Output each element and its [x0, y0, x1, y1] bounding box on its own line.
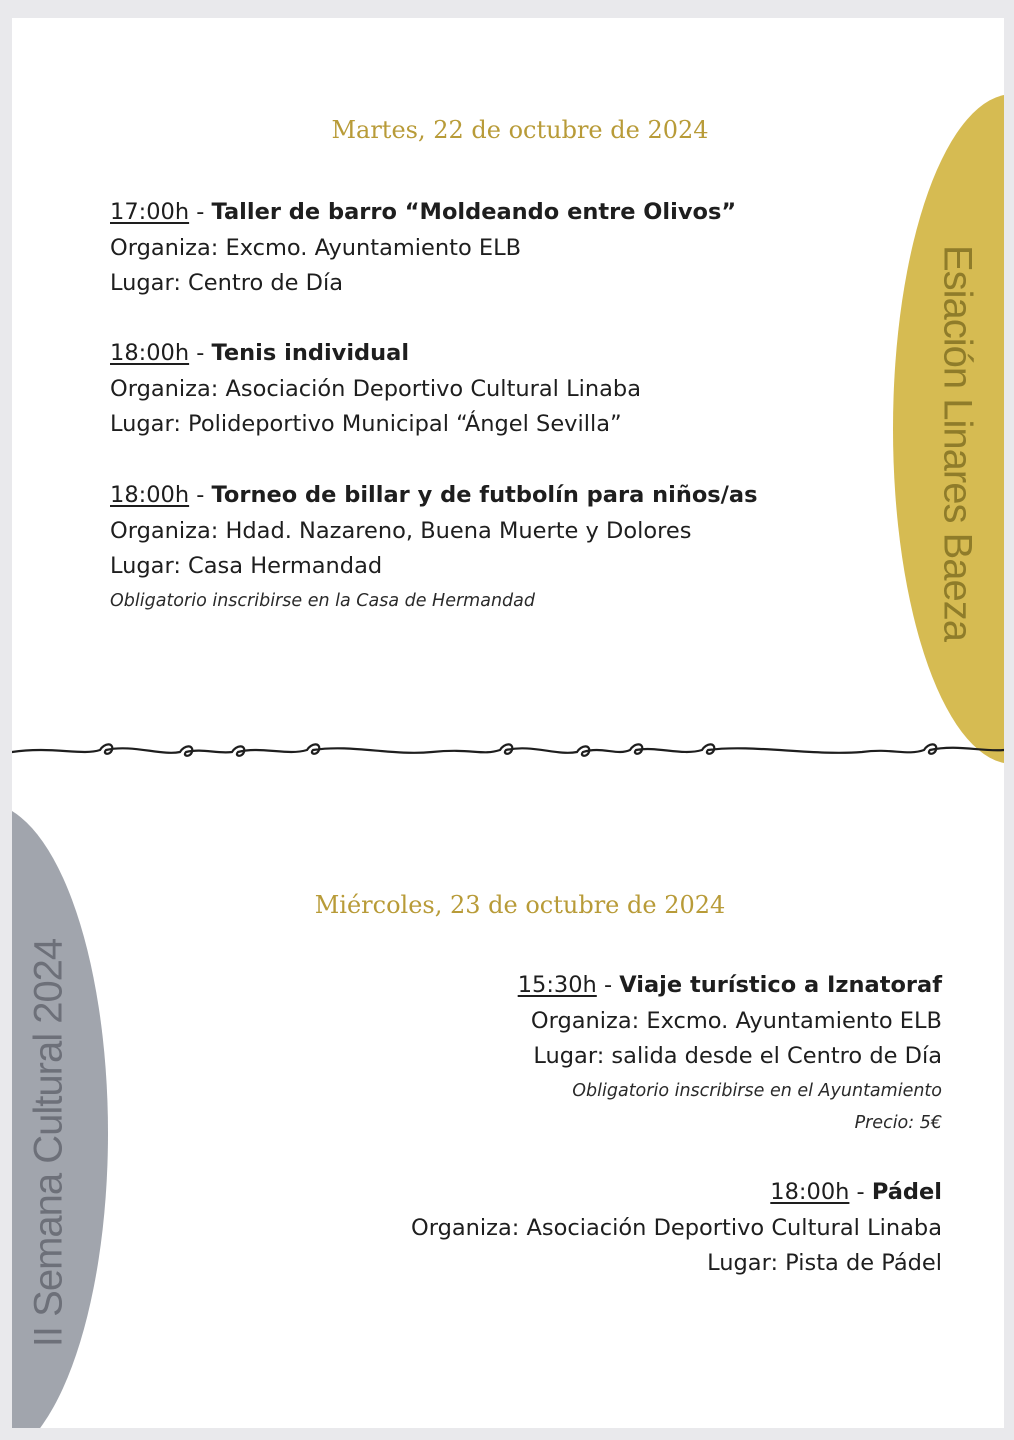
- event-headline: [110, 195, 736, 231]
- event-separator: -: [189, 482, 212, 508]
- squiggle-divider: [12, 728, 1004, 768]
- event-organizer: Organiza: Asociación Deportivo Cultural Linaba: [110, 375, 641, 402]
- event-separator: -: [596, 972, 620, 998]
- event-separator: -: [189, 199, 212, 225]
- event-title: Torneo de billar y de futbolín para niños/as: [211, 482, 758, 508]
- event-location: Lugar: salida desde el Centro de Día: [533, 1043, 942, 1069]
- event-note: Obligatorio inscribirse en la Casa de Hermandad: [110, 590, 535, 611]
- event-organizer: Organiza: Excmo. Ayuntamiento ELB: [530, 1007, 942, 1034]
- poster-page: [12, 18, 1004, 1428]
- event-time: 15:30h: [517, 972, 597, 998]
- event-organizer: Organiza: Asociación Deportivo Cultural Linaba: [411, 1214, 942, 1241]
- day2-event-1: [518, 968, 942, 1139]
- event-price: Precio: 5€: [854, 1112, 942, 1133]
- event-location: Lugar: Pista de Pádel: [707, 1250, 942, 1276]
- event-organizer: Organiza: Hdad. Nazareno, Buena Muerte y Dolores: [110, 517, 692, 544]
- event-time: 17:00h: [110, 199, 190, 225]
- event-time: 18:00h: [770, 1179, 850, 1205]
- event-separator: -: [849, 1179, 872, 1205]
- event-time: 18:00h: [110, 340, 190, 366]
- sidebar-right-text: Esiación Linares Baeza: [935, 244, 980, 642]
- event-title: Pádel: [871, 1179, 942, 1205]
- day1-event-1: [110, 195, 736, 302]
- day1-date-heading: Martes, 22 de octubre de 2024: [331, 116, 709, 144]
- event-headline: [110, 478, 757, 514]
- event-headline: [110, 336, 641, 372]
- event-title: Tenis individual: [211, 340, 410, 366]
- day1-event-2: [110, 336, 641, 443]
- event-title: Taller de barro “Moldeando entre Olivos”: [211, 199, 737, 225]
- event-headline: [411, 1175, 942, 1211]
- event-separator: -: [189, 340, 212, 366]
- event-organizer: Organiza: Excmo. Ayuntamiento ELB: [110, 234, 522, 261]
- event-location: Lugar: Polideportivo Municipal “Ángel Sevilla”: [110, 411, 622, 437]
- event-headline: [518, 968, 942, 1004]
- event-note: Obligatorio inscribirse en el Ayuntamiento: [572, 1080, 942, 1101]
- day1-event-3: [110, 478, 757, 617]
- event-location: Lugar: Casa Hermandad: [110, 553, 383, 579]
- event-title: Viaje turístico a Iznatoraf: [619, 972, 942, 998]
- day2-event-2: [411, 1175, 942, 1282]
- day2-date-heading: Miércoles, 23 de octubre de 2024: [314, 891, 726, 919]
- event-location: Lugar: Centro de Día: [110, 270, 344, 296]
- event-time: 18:00h: [110, 482, 190, 508]
- sidebar-left-text: II Semana Cultural 2024: [26, 938, 71, 1348]
